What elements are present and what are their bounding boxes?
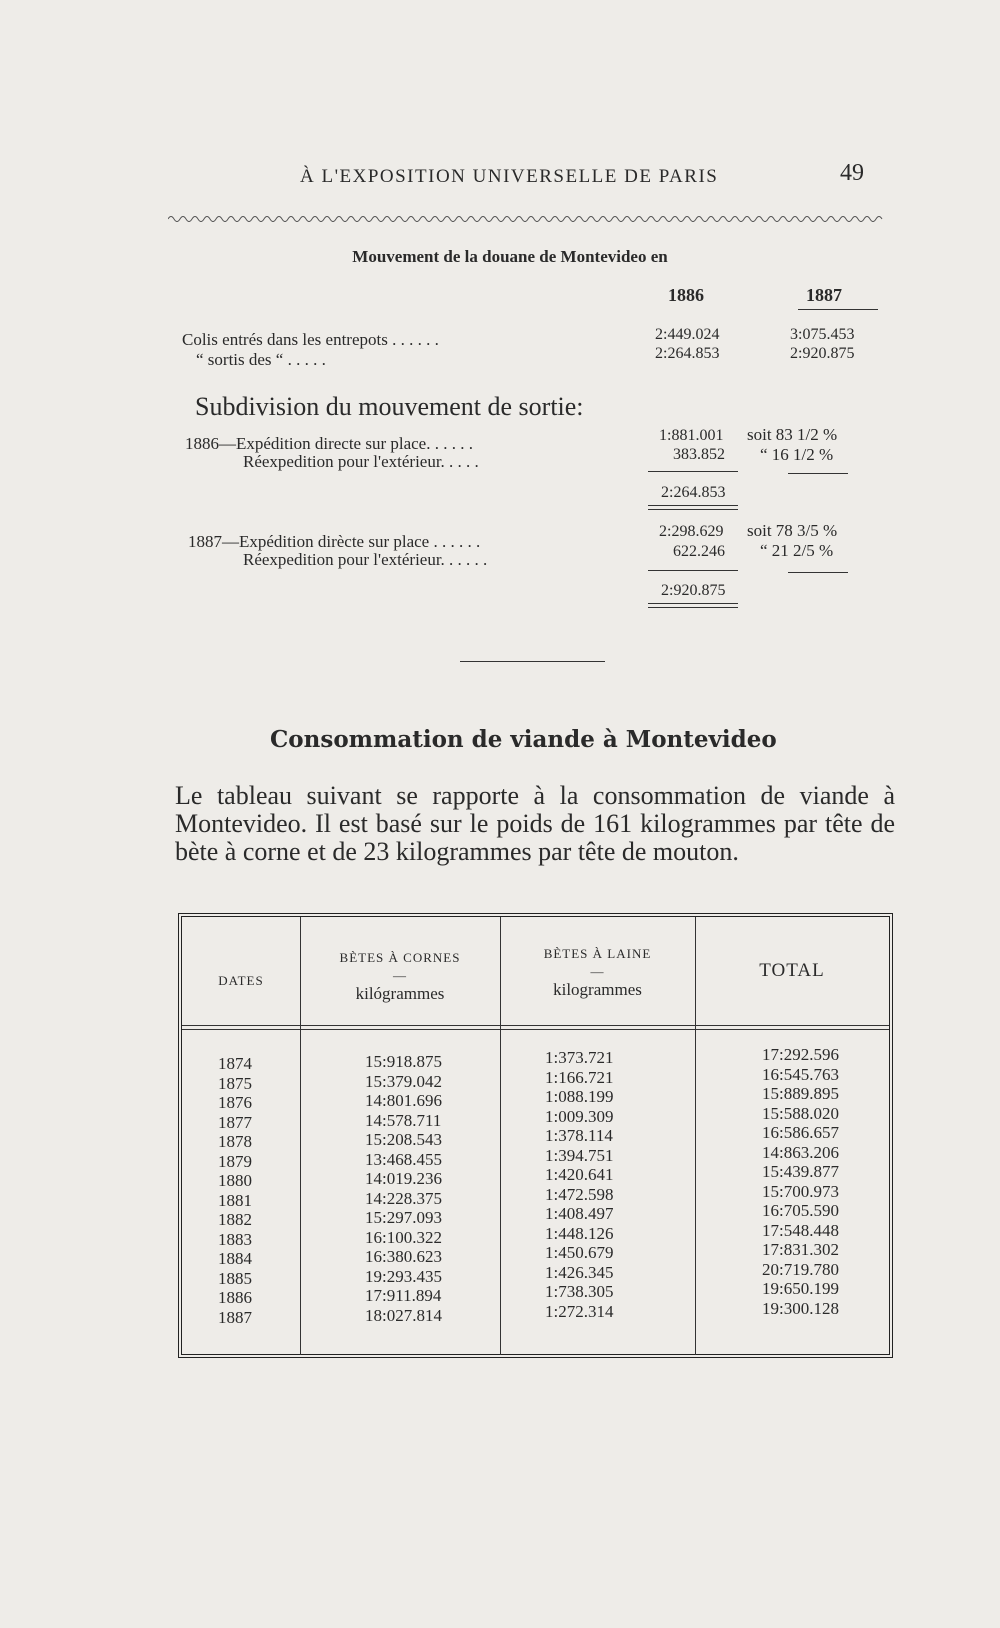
wavy-rule <box>168 212 886 226</box>
table-cell-cornes: 16:380.623 <box>365 1247 442 1266</box>
th-cornes: BÈTES À CORNES <box>339 950 461 965</box>
colis-entres-1886: 2:449.024 <box>655 326 720 343</box>
col-cornes <box>365 1052 442 1325</box>
table-cell-cornes: 15:208.543 <box>365 1130 442 1149</box>
exp-1886-directe: 1886—Expédition directe sur place. . . . . . <box>185 434 473 453</box>
consommation-title: Consommation de viande à Montevideo <box>270 726 777 753</box>
table-cell-total: 17:548.448 <box>762 1220 839 1240</box>
table-cell-cornes: 15:918.875 <box>365 1052 442 1071</box>
table-cell-year: 1877 <box>218 1112 252 1132</box>
table-cell-laine: 1:450.679 <box>545 1243 614 1262</box>
table-cell-laine: 1:373.721 <box>545 1048 614 1067</box>
colis-sortis-1886: 2:264.853 <box>655 345 720 362</box>
table-cell-year: 1886 <box>218 1288 252 1307</box>
exp-1887-v1: 2:298.629 <box>659 523 724 540</box>
table-cell-cornes: 14:228.375 <box>365 1188 442 1208</box>
colis-entres-1887: 3:075.453 <box>790 326 855 343</box>
year-1886-header: 1886 <box>668 285 704 305</box>
table-cell-cornes: 13:468.455 <box>365 1149 442 1169</box>
exp-1887-p2: “ 21 2/5 % <box>760 541 834 560</box>
page-number: 49 <box>840 160 864 186</box>
pct-rule <box>788 473 848 474</box>
total-double-rule-2 <box>648 509 738 510</box>
sum-rule-1887 <box>648 570 738 571</box>
th-cornes-unit: kilógrammes <box>355 984 445 1003</box>
table-cell-year: 1881 <box>218 1190 252 1210</box>
year-underline <box>798 309 878 310</box>
table-cell-laine: 1:426.345 <box>545 1262 614 1282</box>
col-years <box>218 1054 252 1327</box>
colis-entres-label: Colis entrés dans les entrepots . . . . . . <box>182 330 439 349</box>
exp-1887-v2: 622.246 <box>673 543 725 560</box>
table-cell-cornes: 14:019.236 <box>365 1169 442 1188</box>
total-double-rule-1887-2 <box>648 607 738 608</box>
table-cell-total: 15:889.895 <box>762 1084 839 1103</box>
sum-rule <box>648 471 738 472</box>
exp-1886-v1: 1:881.001 <box>659 427 724 444</box>
table-cell-total: 19:650.199 <box>762 1279 839 1298</box>
table-cell-cornes: 19:293.435 <box>365 1266 442 1286</box>
table-cell-cornes: 14:578.711 <box>365 1110 442 1130</box>
table-cell-laine: 1:448.126 <box>545 1223 614 1243</box>
consommation-paragraph: Le tableau suivant se rapporte à la consommation de viande à Montevideo. Il est basé sur le poids de 161 kilogrammes par tête de bète à corne et de 23 kilogrammes par tête de mouton. <box>175 781 895 866</box>
table-cell-laine: 1:420.641 <box>545 1165 614 1184</box>
table-cell-total: 16:705.590 <box>762 1201 839 1220</box>
table-cell-total: 14:863.206 <box>762 1142 839 1162</box>
exp-1887-directe: 1887—Expédition dirècte sur place . . . . . . <box>188 532 481 551</box>
table-cell-year: 1880 <box>218 1171 252 1190</box>
table-cell-year: 1876 <box>218 1093 252 1112</box>
table-cell-cornes: 14:801.696 <box>365 1091 442 1110</box>
table-cell-year: 1887 <box>218 1307 252 1327</box>
section-divider <box>460 661 605 662</box>
header-rule <box>182 1025 889 1026</box>
total-double-rule-1887 <box>648 603 738 604</box>
colis-sortis-label: “ sortis des “ . . . . . <box>196 350 326 369</box>
table-cell-laine: 1:408.497 <box>545 1204 614 1223</box>
exp-1887-p1: soit 78 3/5 % <box>747 521 838 540</box>
table-cell-year: 1875 <box>218 1073 252 1093</box>
exp-1886-p2: “ 16 1/2 % <box>760 445 834 464</box>
col-divider-3 <box>695 917 696 1355</box>
table-cell-cornes: 15:379.042 <box>365 1071 442 1091</box>
table-cell-cornes: 18:027.814 <box>365 1305 442 1325</box>
th-cornes-dash: — <box>393 968 407 983</box>
table-cell-total: 15:588.020 <box>762 1103 839 1123</box>
table-cell-total: 16:586.657 <box>762 1123 839 1142</box>
table-cell-year: 1878 <box>218 1132 252 1151</box>
colis-sortis-1887: 2:920.875 <box>790 345 855 362</box>
total-1886: 2:264.853 <box>661 484 726 501</box>
table-cell-total: 19:300.128 <box>762 1298 839 1318</box>
th-laine-unit: kilogrammes <box>553 980 642 999</box>
reexp-1886: Réexpedition pour l'extérieur. . . . . <box>243 452 479 471</box>
table-cell-year: 1884 <box>218 1249 252 1268</box>
table-cell-laine: 1:394.751 <box>545 1145 614 1165</box>
subdivision-title: Subdivision du mouvement de sortie: <box>195 392 584 421</box>
reexp-1887: Réexpedition pour l'extérieur. . . . . . <box>243 550 488 569</box>
table-cell-laine: 1:009.309 <box>545 1106 614 1126</box>
running-header: À L'EXPOSITION UNIVERSELLE DE PARIS <box>300 166 719 187</box>
table-cell-cornes: 15:297.093 <box>365 1208 442 1227</box>
header-rule-2 <box>182 1029 889 1030</box>
exp-1886-v2: 383.852 <box>673 446 725 463</box>
table-cell-year: 1883 <box>218 1229 252 1249</box>
pct-rule-1887 <box>788 572 848 573</box>
th-laine: BÈTES À LAINE <box>543 946 652 961</box>
table-cell-year: 1882 <box>218 1210 252 1229</box>
table-cell-total: 17:292.596 <box>762 1045 839 1064</box>
table-cell-laine: 1:472.598 <box>545 1184 614 1204</box>
table-cell-year: 1879 <box>218 1151 252 1171</box>
table-cell-laine: 1:378.114 <box>545 1126 613 1145</box>
table-cell-cornes: 17:911.894 <box>365 1286 442 1305</box>
year-1887-header: 1887 <box>806 285 842 305</box>
th-total: TOTAL <box>759 960 825 981</box>
table-cell-total: 16:545.763 <box>762 1064 839 1084</box>
table-cell-cornes: 16:100.322 <box>365 1227 442 1247</box>
th-laine-dash: — <box>590 964 605 979</box>
table-cell-laine: 1:166.721 <box>545 1067 614 1087</box>
th-dates: DATES <box>218 973 264 988</box>
table-cell-laine: 1:088.199 <box>545 1087 614 1106</box>
table-cell-total: 17:831.302 <box>762 1240 839 1259</box>
total-double-rule <box>648 505 738 506</box>
exp-1886-p1: soit 83 1/2 % <box>747 425 838 444</box>
total-1887: 2:920.875 <box>661 582 726 599</box>
douane-title: Mouvement de la douane de Montevideo en <box>352 247 668 266</box>
table-cell-total: 15:700.973 <box>762 1181 839 1201</box>
table-cell-year: 1874 <box>218 1054 252 1073</box>
table-cell-total: 20:719.780 <box>762 1259 839 1279</box>
table-cell-laine: 1:272.314 <box>545 1301 614 1321</box>
table-cell-laine: 1:738.305 <box>545 1282 614 1301</box>
col-total <box>762 1045 839 1318</box>
col-laine <box>545 1048 613 1321</box>
table-cell-total: 15:439.877 <box>762 1162 839 1181</box>
table-cell-year: 1885 <box>218 1268 252 1288</box>
